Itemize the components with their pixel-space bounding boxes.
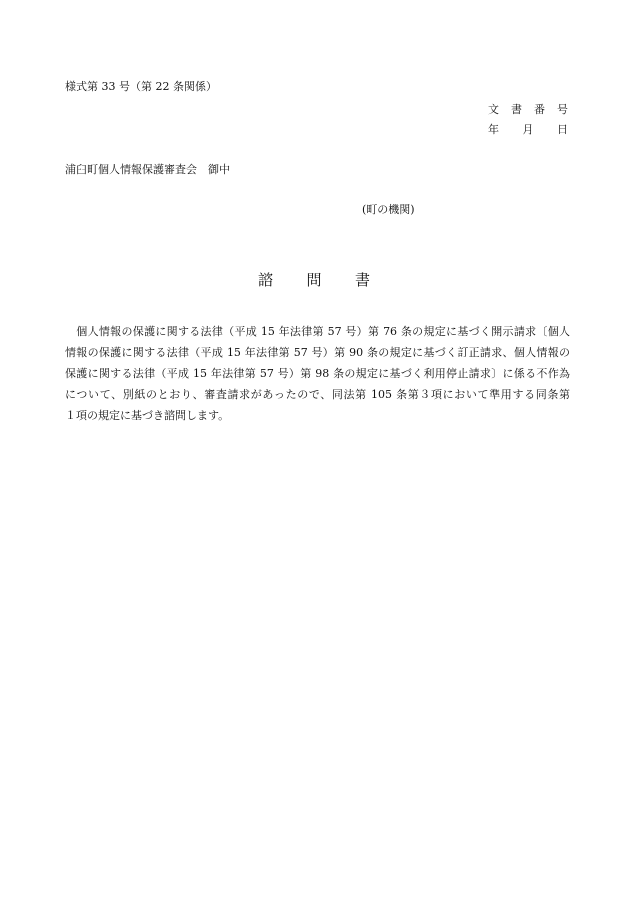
body-line: 情報の保護に関する法律（平成 15 年法律第 57 号）第 90 条の規定に基づく訂正請求、個人情報の — [65, 346, 570, 359]
addressee: 浦臼町個人情報保護審査会 御中 — [65, 163, 230, 176]
body-line: 個人情報の保護に関する法律（平成 15 年法律第 57 号）第 76 条の規定に基づく開示請求〔個人 — [65, 325, 570, 338]
body-line: １項の規定に基づき諮問します。 — [65, 409, 230, 422]
body-line: 保護に関する法律（平成 15 年法律第 57 号）第 98 条の規定に基づく利用停止請求〕に係る不作為 — [65, 367, 570, 380]
sender-organization: (町の機関) — [362, 203, 415, 216]
date-label: 年 月 日 — [488, 123, 568, 136]
body-paragraph — [65, 321, 570, 426]
form-number-label: 様式第 33 号（第 22 条関係） — [65, 80, 217, 93]
document-title: 諮 問 書 — [258, 271, 370, 289]
document-number-label: 文 書 番 号 — [488, 103, 568, 116]
body-line: について、別紙のとおり、審査請求があったので、同法第 105 条第３項において準用する同条第 — [65, 388, 570, 401]
